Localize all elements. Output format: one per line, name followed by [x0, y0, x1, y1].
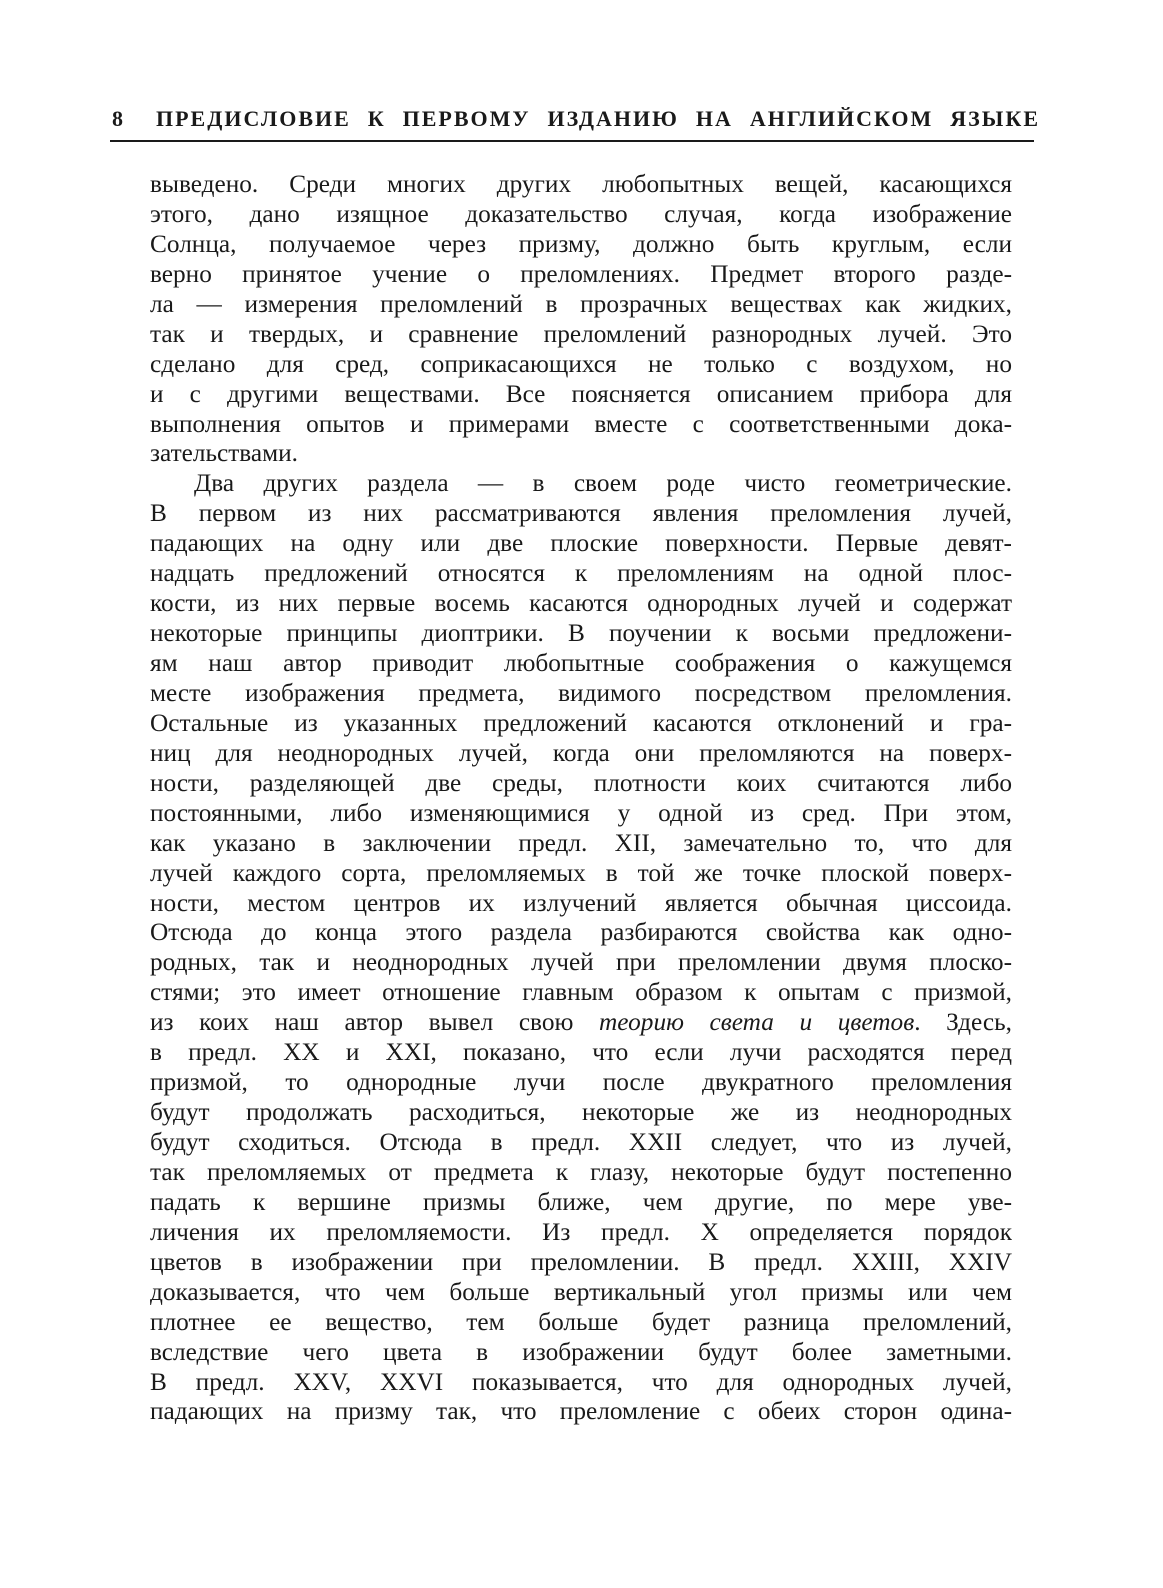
line-text: выведено. Среди многих других любопытных вещей, касающихся — [150, 170, 1012, 198]
line-text: доказывается, что чем больше вертикальный угол призмы или чем — [150, 1277, 1012, 1306]
line-text: лучей каждого сорта, преломляемых в той же точке плоской поверх- — [150, 858, 1012, 887]
line-text: падающих на призму так, что преломление с обеих сторон одина- — [150, 1397, 1012, 1426]
line-text: цветов в изображении при преломлении. В предл. XXIII, XXIV — [150, 1247, 1012, 1276]
line-text: В предл. XXV, XXVI показывается, что для однородных лучей, — [150, 1367, 1012, 1396]
text-line — [150, 709, 1012, 739]
text-line — [150, 799, 1012, 829]
italic-phrase: теорию света и цветов — [599, 1008, 915, 1037]
line-text: Отсюда до конца этого раздела разбираются свойства как одно- — [150, 918, 1012, 947]
text-line — [150, 1128, 1012, 1158]
text-line — [150, 589, 1012, 619]
line-text: в предл. XX и XXI, показано, что если лучи расходятся перед — [150, 1038, 1012, 1067]
line-text: . Здесь, — [914, 1008, 1012, 1037]
line-text: Остальные из указанных предложений касаются отклонений и гра- — [150, 708, 1012, 737]
line-text: выполнения опытов и примерами вместе с соответственными дока- — [150, 409, 1012, 438]
text-line — [150, 1278, 1012, 1308]
line-text: личения их преломляемости. Из предл. X определяется порядок — [150, 1217, 1012, 1246]
line-text: так преломляемых от предмета к глазу, некоторые будут постепенно — [150, 1157, 1012, 1186]
text-line — [150, 1308, 1012, 1338]
line-text: родных, так и неоднородных лучей при преломлении двумя плоско- — [150, 948, 1012, 977]
text-line — [150, 1397, 1012, 1427]
text-line — [150, 679, 1012, 709]
line-text: некоторые принципы диоптрики. В поучении к восьми предложени- — [150, 619, 1012, 648]
line-text: как указано в заключении предл. XII, замечательно то, что для — [150, 828, 1012, 857]
text-line — [150, 260, 1012, 290]
line-text: так и твердых, и сравнение преломлений разнородных лучей. Это — [150, 319, 1012, 348]
text-line — [150, 439, 1012, 469]
header-rule — [110, 140, 1034, 142]
text-line — [150, 859, 1012, 889]
text-line — [150, 1158, 1012, 1188]
text-line — [150, 1338, 1012, 1368]
line-text: ниц для неоднородных лучей, когда они преломляются на поверх- — [150, 738, 1012, 767]
line-text: и с другими веществами. Все поясняется описанием прибора для — [150, 379, 1012, 408]
text-line — [150, 559, 1012, 589]
text-line — [150, 200, 1012, 230]
line-text: Два других раздела — в своем роде чисто геометрические. — [194, 469, 1012, 498]
text-line — [150, 918, 1012, 948]
text-line — [150, 1188, 1012, 1218]
text-line — [150, 1098, 1012, 1128]
text-line — [150, 1248, 1012, 1278]
text-line — [150, 649, 1012, 679]
line-text: призмой, то однородные лучи после двукратного преломления — [150, 1068, 1012, 1097]
text-line — [150, 1068, 1012, 1098]
body-text — [150, 170, 1012, 1427]
text-line — [150, 290, 1012, 320]
line-text: Солнца, получаемое через призму, должно быть круглым, если — [150, 229, 1012, 258]
line-text: ям наш автор приводит любопытные соображения о кажущемся — [150, 649, 1012, 677]
line-text: плотнее ее вещество, тем больше будет разница преломлений, — [150, 1307, 1012, 1336]
line-text: верно принятое учение о преломлениях. Предмет второго разде- — [150, 259, 1012, 288]
line-text: стями; это имеет отношение главным образом к опытам с призмой, — [150, 978, 1012, 1007]
text-line — [150, 739, 1012, 769]
line-text: этого, дано изящное доказательство случая, когда изображение — [150, 199, 1012, 228]
running-head-title: ПРЕДИСЛОВИЕ К ПЕРВОМУ ИЗДАНИЮ НА АНГЛИЙСКОМ ЯЗЫКЕ — [156, 106, 1040, 131]
text-line — [150, 889, 1012, 919]
line-text: падать к вершине призмы ближе, чем другие, по мере уве- — [150, 1187, 1012, 1216]
running-head — [112, 104, 1040, 138]
text-line — [150, 1038, 1012, 1068]
line-text: постоянными, либо изменяющимися у одной из сред. При этом, — [150, 798, 1012, 827]
text-line — [150, 230, 1012, 260]
line-text: будут продолжать расходиться, некоторые же из неоднородных — [150, 1098, 1012, 1127]
text-line — [150, 1218, 1012, 1248]
text-line — [150, 619, 1012, 649]
text-line — [150, 469, 1012, 499]
text-line — [150, 1368, 1012, 1398]
page-number: 8 — [112, 106, 125, 131]
line-text: месте изображения предмета, видимого посредством преломления. — [150, 678, 1012, 707]
line-text: вследствие чего цвета в изображении будут более заметными. — [150, 1337, 1012, 1366]
line-text: ности, разделяющей две среды, плотности коих считаются либо — [150, 768, 1012, 797]
line-text: зательствами. — [150, 439, 299, 468]
line-text: будут сходиться. Отсюда в предл. XXII следует, что из лучей, — [150, 1128, 1012, 1156]
text-line — [150, 529, 1012, 559]
text-line — [150, 1008, 1012, 1038]
line-text: кости, из них первые восемь касаются однородных лучей и содержат — [150, 589, 1012, 618]
text-line — [150, 350, 1012, 380]
line-text: из коих наш автор вывел свою — [150, 1008, 599, 1037]
text-line — [150, 170, 1012, 200]
text-line — [150, 320, 1012, 350]
line-text: сделано для сред, соприкасающихся не только с воздухом, но — [150, 349, 1012, 378]
text-line — [150, 499, 1012, 529]
text-line — [150, 410, 1012, 440]
text-line — [150, 948, 1012, 978]
text-line — [150, 380, 1012, 410]
line-text: ла — измерения преломлений в прозрачных веществах как жидких, — [150, 289, 1012, 318]
line-text: ности, местом центров их излучений является обычная циссоида. — [150, 888, 1012, 917]
text-line — [150, 769, 1012, 799]
line-text: падающих на одну или две плоские поверхности. Первые девят- — [150, 529, 1012, 558]
line-text: надцать предложений относятся к преломлениям на одной плос- — [150, 559, 1012, 588]
line-text: В первом из них рассматриваются явления преломления лучей, — [150, 499, 1012, 528]
text-line — [150, 829, 1012, 859]
text-line — [150, 978, 1012, 1008]
